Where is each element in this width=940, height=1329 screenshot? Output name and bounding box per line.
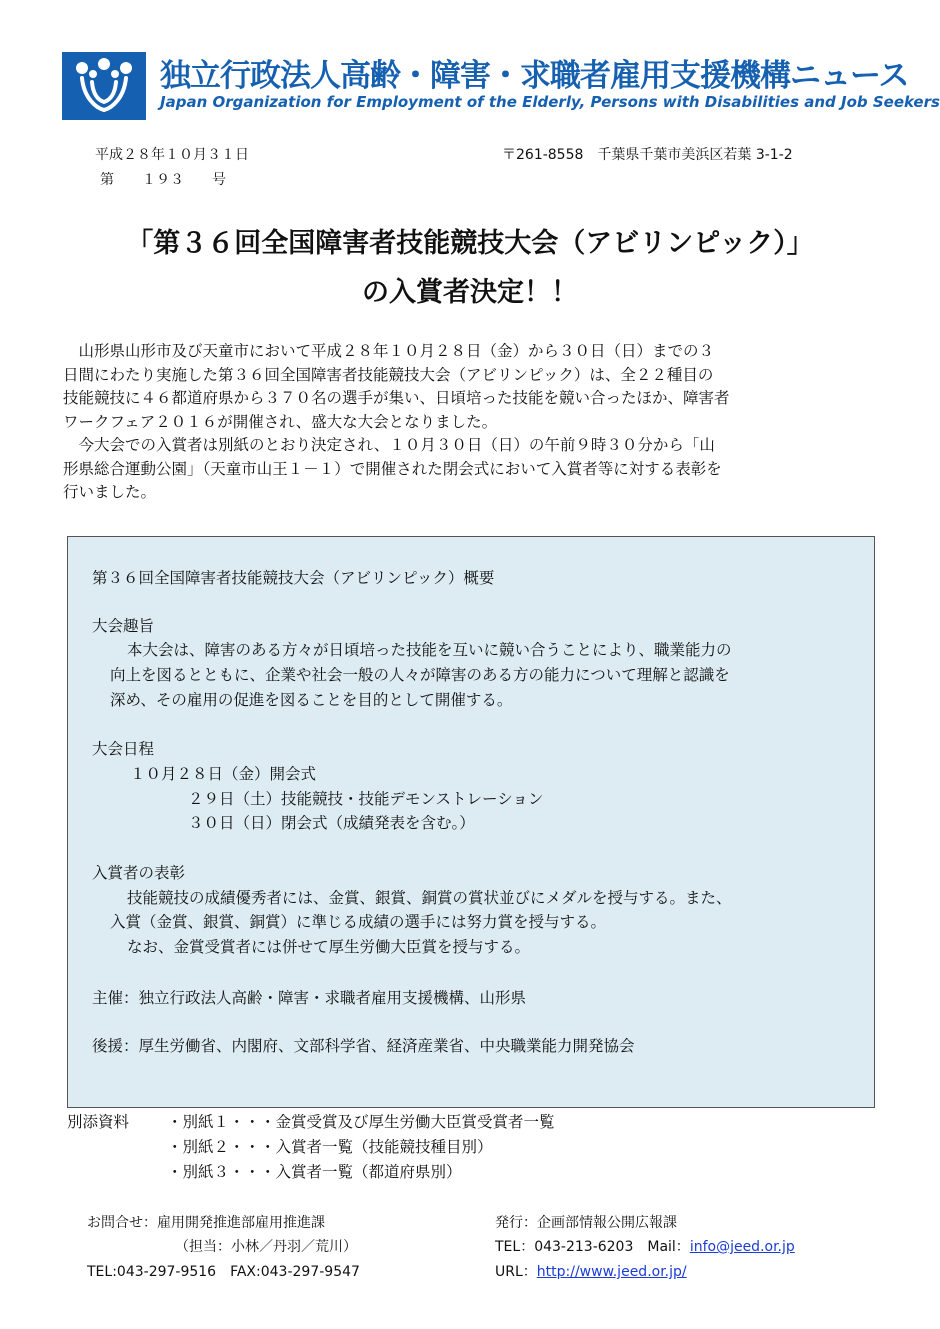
awards-line: 入賞（金賞、銀賞、銅賞）に準じる成績の選手には努力賞を授与する。 [110,913,607,931]
attachments-label: 別添資料 [67,1113,130,1131]
mail-link[interactable]: info@jeed.or.jp [689,1239,795,1255]
attachment-item: ・別紙２・・・入賞者一覧（技能競技種目別） [167,1138,493,1156]
contact-persons: （担当：小林／丹羽／荒川） [175,1239,357,1255]
schedule-label: 大会日程 [92,740,155,758]
awards-label: 入賞者の表彰 [92,864,186,882]
awards-line: なお、金賞受賞者には併せて厚生労働大臣賞を授与する。 [127,938,531,956]
address: 〒261-8558 千葉県千葉市美浜区若葉 3-1-2 [502,147,793,163]
jeed-logo-icon [62,52,146,120]
purpose-label: 大会趣旨 [92,617,155,635]
purpose-line: 深め、その雇用の促進を図ることを目的として開催する。 [110,691,513,709]
intro-line: 形県総合運動公園」（天童市山王１－１）で開催された閉会式において入賞者等に対する表彰を [63,459,722,478]
intro-line: 行いました。 [63,483,157,501]
intro-paragraph-1 [63,340,883,505]
org-name-ja: 独立行政法人高齢・障害・求職者雇用支援機構ニュース [160,58,909,94]
purpose-line: 向上を図るとともに、企業や社会一般の人々が障害のある方の能力について理解と認識を [110,666,730,684]
purpose-line: 本大会は、障害のある方々が日頃培った技能を互いに競い合うことにより、職業能力の [127,641,732,659]
contact-tel-fax: TEL:043-297-9516 FAX:043-297-9547 [87,1264,360,1280]
schedule-item: ２９日（土）技能競技・技能デモンストレーション [188,790,544,808]
publisher-url [495,1261,687,1281]
intro-line: 技能競技に４６都道府県から３７０名の選手が集い、日頃培った技能を競い合ったほか、障害者 [63,389,730,407]
organizer: 主催：独立行政法人高齢・障害・求職者雇用支援機構、山形県 [92,989,527,1007]
page-title-line1: 「第３６回全国障害者技能競技大会（アビリンピック）」 [126,228,814,259]
issue-date: 平成２８年１０月３１日 [95,147,249,163]
issue-number: 第 １９３ 号 [100,172,226,188]
publisher-tel-text: TEL：043-213-6203 Mail： [495,1239,690,1255]
intro-line: ワークフェア２０１６が開催され、盛大な大会となりました。 [63,412,498,431]
url-label: URL： [495,1264,537,1280]
schedule-item: １０月２８日（金）開会式 [130,765,317,783]
schedule-item: ３０日（日）閉会式（成績発表を含む。） [188,814,475,832]
contact-inquiry: お問合せ：雇用開発推進部雇用推進課 [87,1215,325,1231]
awards-line: 技能競技の成績優秀者には、金賞、銀賞、銅賞の賞状並びにメダルを授与する。また、 [127,889,732,907]
intro-line: 今大会での入賞者は別紙のとおり決定され、１０月３０日（日）の午前９時３０分から「山 [63,436,715,454]
website-link[interactable]: http://www.jeed.or.jp/ [536,1264,687,1280]
overview-heading: 第３６回全国障害者技能競技大会（アビリンピック）概要 [92,569,495,587]
attachment-item: ・別紙１・・・金賞受賞及び厚生労働大臣賞受賞者一覧 [167,1113,555,1131]
org-name-en: Japan Organization for Employment of the Elderly, Persons with Disabilities and Job Seekers [160,93,940,111]
page-title-line2: の入賞者決定！！ [362,277,578,308]
intro-line: 日間にわたり実施した第３６回全国障害者技能競技大会（アビリンピック）は、全２２種目の [63,365,714,384]
intro-line: 山形県山形市及び天童市において平成２８年１０月２８日（金）から３０日（日）までの３ [63,342,715,360]
attachment-item: ・別紙３・・・入賞者一覧（都道府県別） [167,1163,462,1181]
publisher-tel [495,1236,795,1256]
publisher: 発行：企画部情報公開広報課 [495,1215,677,1231]
supporters: 後援：厚生労働省、内閣府、文部科学省、経済産業省、中央職業能力開発協会 [92,1037,635,1055]
